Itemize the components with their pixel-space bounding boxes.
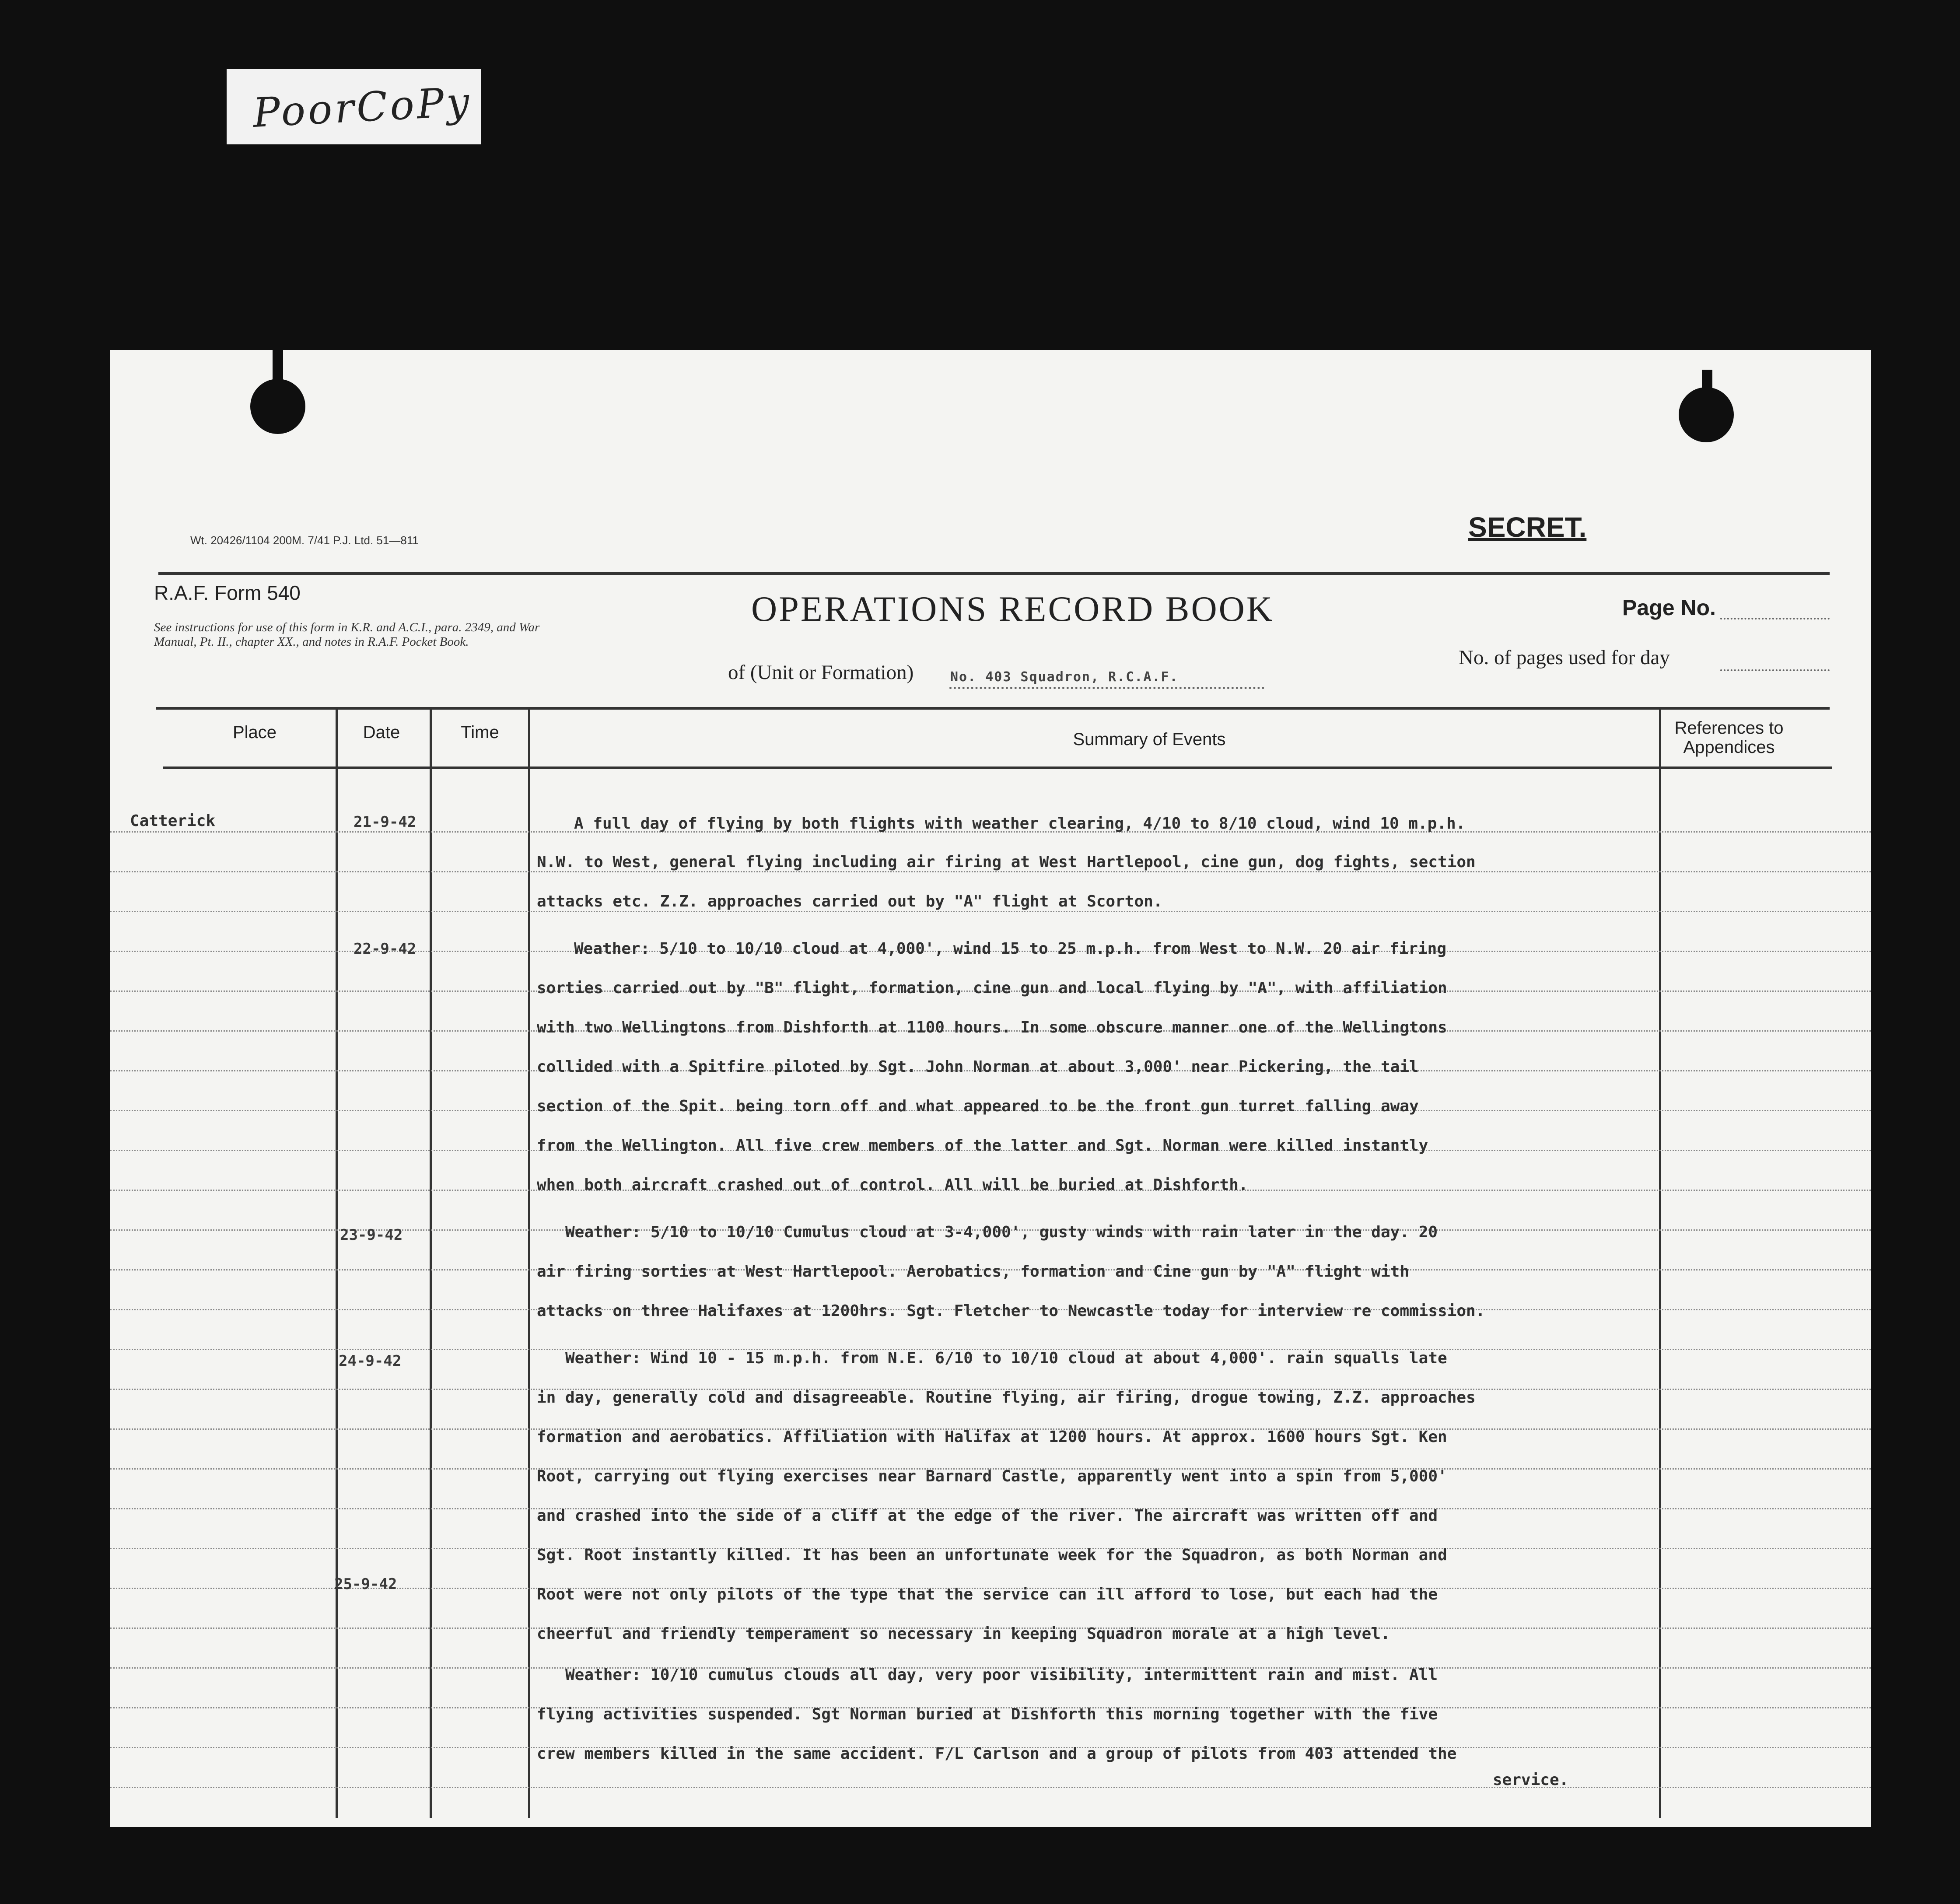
poor-copy-label [227, 69, 481, 144]
summary-line: from the Wellington. All five crew members of the latter and Sgt. Norman were killed instantly [537, 1137, 1428, 1155]
unit-dotted-line [949, 687, 1264, 689]
date-entry: 21-9-42 [354, 813, 416, 831]
form-instructions: See instructions for use of this form in K.R. and A.C.I., para. 2349, and War Manual, Pt. II., chapter XX., and notes in R.A.F. Pocket Book. [154, 620, 540, 649]
header-rule [158, 572, 1830, 575]
column-header-summary: Summary of Events [1073, 730, 1226, 749]
column-header-date: Date [363, 723, 400, 742]
divider-summary-references [1659, 707, 1661, 1818]
poor-copy-handwriting: PoorCoPy [252, 78, 473, 137]
summary-line: Weather: 5/10 to 10/10 cloud at 4,000', wind 15 to 25 m.p.h. from West to N.W. 20 air firing [574, 940, 1446, 958]
unit-value: No. 403 Squadron, R.C.A.F. [950, 669, 1179, 685]
summary-line: Weather: 10/10 cumulus clouds all day, very poor visibility, intermittent rain and mist. All [565, 1666, 1438, 1684]
summary-line: in day, generally cold and disagreeable. Routine flying, air firing, drogue towing, Z.Z. approaches [537, 1389, 1476, 1407]
summary-line: Root, carrying out flying exercises near Barnard Castle, apparently went into a spin from 5,000' [537, 1467, 1447, 1485]
page-number-field [1720, 618, 1830, 620]
column-header-time: Time [461, 723, 499, 742]
unit-label: of (Unit or Formation) [728, 661, 914, 684]
date-entry: 23-9-42 [340, 1226, 403, 1244]
punch-notch-right [1702, 370, 1712, 405]
summary-line: cheerful and friendly temperament so necessary in keeping Squadron morale at a high level. [537, 1625, 1390, 1643]
summary-line: and crashed into the side of a cliff at the edge of the river. The aircraft was written off and [537, 1507, 1438, 1525]
summary-line: A full day of flying by both flights with weather clearing, 4/10 to 8/10 cloud, wind 10 m.p.h. [574, 815, 1466, 833]
summary-line: with two Wellingtons from Dishforth at 1100 hours. In some obscure manner one of the Wellingtons [537, 1018, 1447, 1036]
summary-line: formation and aerobatics. Affiliation with Halifax at 1200 hours. At approx. 1600 hours Sgt. Ken [537, 1428, 1447, 1446]
page-number-label: Page No. [1622, 595, 1716, 620]
summary-line: flying activities suspended. Sgt Norman buried at Dishforth this morning together with the five [537, 1705, 1438, 1723]
divider-place-date [336, 707, 338, 1818]
date-entry: 25-9-42 [334, 1575, 397, 1593]
summary-line: sorties carried out by "B" flight, formation, cine gun and local flying by "A", with affiliation [537, 979, 1447, 997]
summary-line: N.W. to West, general flying including air firing at West Hartlepool, cine gun, dog fights, section [537, 853, 1476, 871]
print-reference: Wt. 20426/1104 200M. 7/41 P.J. Ltd. 51—811 [190, 534, 419, 547]
punch-hole-left [250, 379, 305, 434]
summary-line: Sgt. Root instantly killed. It has been an unfortunate week for the Squadron, as both Norman and [537, 1546, 1447, 1564]
divider-time-summary [528, 707, 530, 1818]
summary-line: attacks on three Halifaxes at 1200hrs. Sgt. Fletcher to Newcastle today for interview re commission. [537, 1302, 1485, 1320]
column-header-place: Place [232, 723, 277, 742]
summary-line: Weather: 5/10 to 10/10 Cumulus cloud at 3-4,000', gusty winds with rain later in the day. 20 [565, 1223, 1438, 1241]
divider-date-time [430, 707, 432, 1818]
secret-stamp: SECRET. [1468, 511, 1587, 543]
punch-notch-left [273, 350, 283, 385]
operations-record-sheet [110, 350, 1871, 1827]
summary-line: when both aircraft crashed out of control. All will be buried at Dishforth. [537, 1176, 1248, 1194]
summary-line: attacks etc. Z.Z. approaches carried out by "A" flight at Scorton. [537, 892, 1163, 910]
summary-line: air firing sorties at West Hartlepool. Aerobatics, formation and Cine gun by "A" flight with [537, 1263, 1409, 1281]
date-entry: 22-9-42 [354, 940, 416, 958]
summary-line: Root were not only pilots of the type that the service can ill afford to lose, but each had the [537, 1586, 1438, 1603]
summary-line: crew members killed in the same accident. F/L Carlson and a group of pilots from 403 attended the [537, 1745, 1457, 1763]
page-title: OPERATIONS RECORD BOOK [751, 589, 1274, 629]
summary-line: collided with a Spitfire piloted by Sgt. John Norman at about 3,000' near Pickering, the tail [537, 1058, 1419, 1076]
ruled-line [110, 1787, 1871, 1788]
table-top-rule [156, 707, 1830, 710]
place-entry: Catterick [130, 812, 216, 830]
ruled-line [110, 911, 1871, 912]
summary-line: section of the Spit. being torn off and what appeared to be the front gun turret falling away [537, 1097, 1419, 1115]
pages-used-field [1720, 669, 1830, 671]
summary-line: Weather: Wind 10 - 15 m.p.h. from N.E. 6/10 to 10/10 cloud at about 4,000'. rain squalls late [565, 1349, 1447, 1367]
form-number: R.A.F. Form 540 [154, 581, 301, 604]
table-header-rule [163, 766, 1832, 769]
pages-used-label: No. of pages used for day [1459, 646, 1670, 669]
summary-line: service. [1493, 1771, 1569, 1789]
date-entry: 24-9-42 [339, 1352, 402, 1370]
column-header-references: References to Appendices [1674, 718, 1784, 757]
